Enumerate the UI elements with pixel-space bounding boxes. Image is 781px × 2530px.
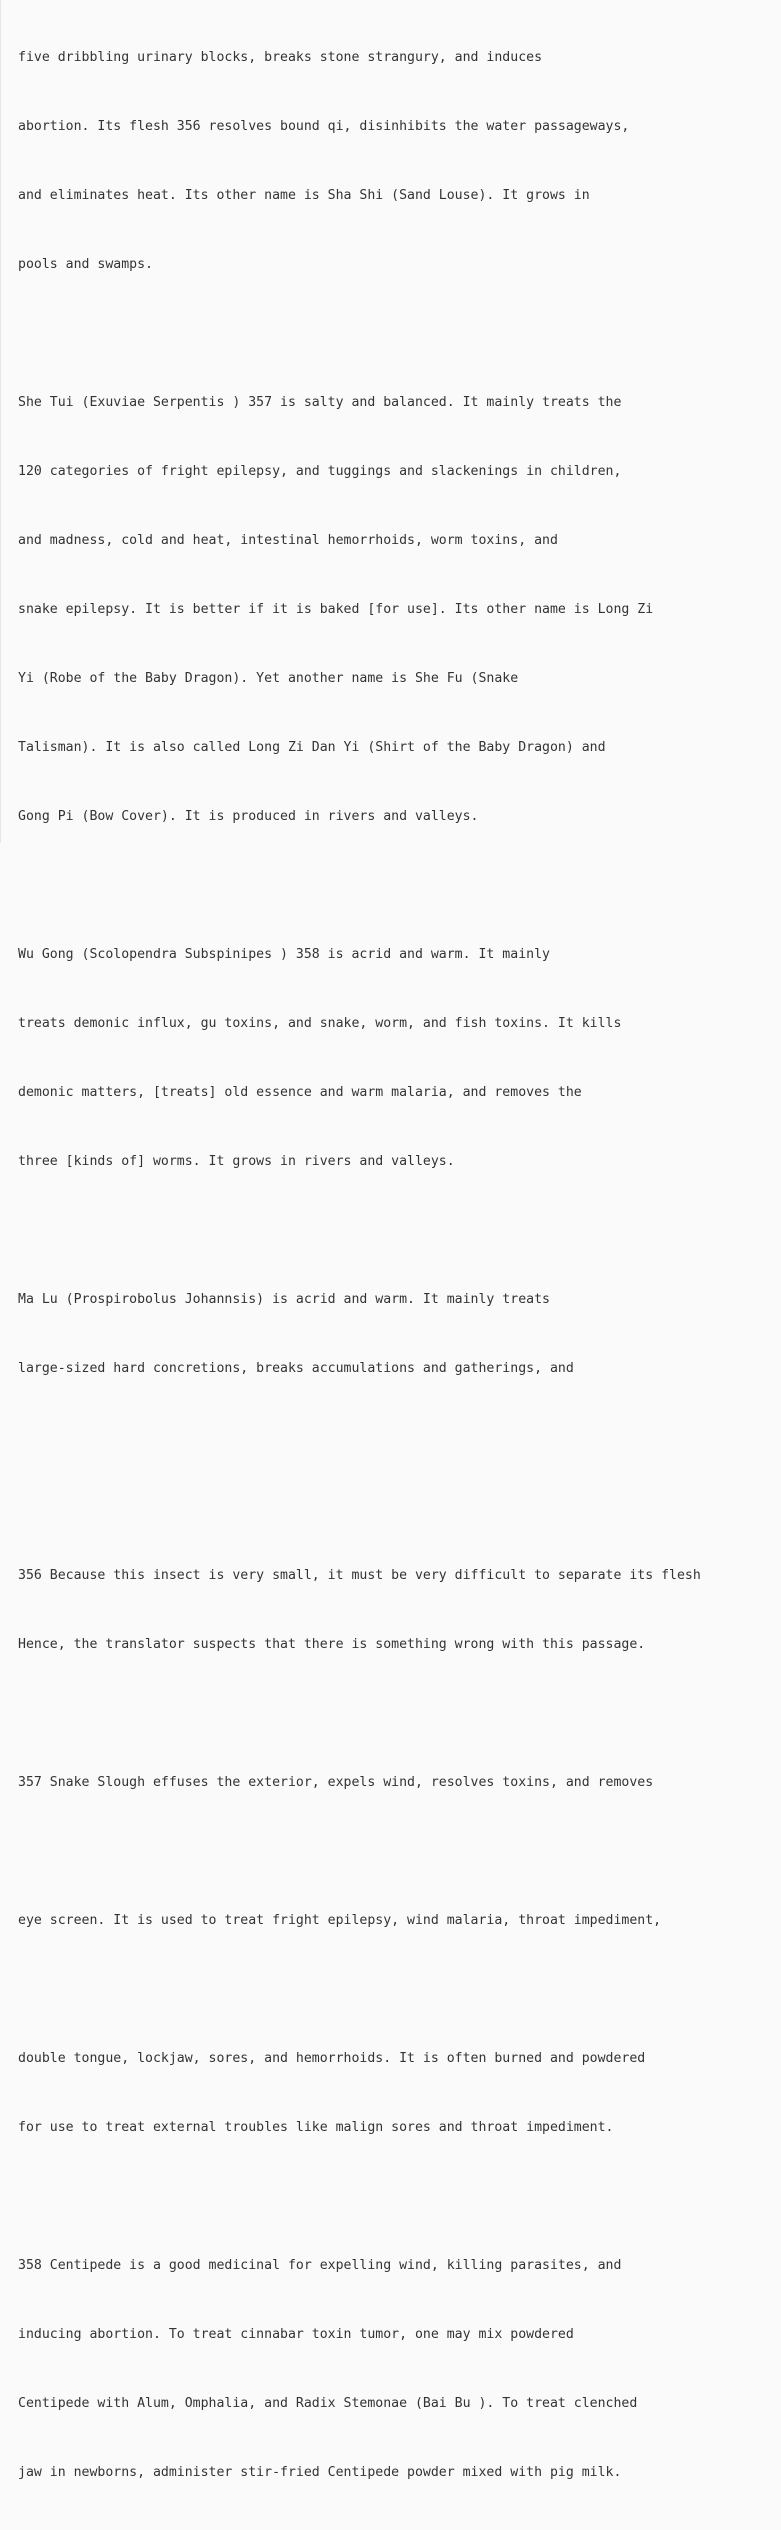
footnote-line: Centipede with Alum, Omphalia, and Radix Stemonae (Bai Bu ). To treat clenched [18, 2396, 638, 2411]
footnote-line: inducing abortion. To treat cinnabar toxin tumor, one may mix powdered [18, 2327, 574, 2342]
text-line: Talisman). It is also called Long Zi Dan Yi (Shirt of the Baby Dragon) and [18, 740, 606, 755]
footnote-line: 358 Centipede is a good medicinal for expelling wind, killing parasites, and [18, 2258, 622, 2273]
footnote-line: jaw in newborns, administer stir-fried Centipede powder mixed with pig milk. [18, 2465, 622, 2480]
blank-line [18, 1840, 781, 1863]
blank-line [18, 1495, 781, 1518]
footnote-line: for use to treat external troubles like malign sores and throat impediment. [18, 2120, 614, 2135]
text-line: abortion. Its flesh 356 resolves bound qi, disinhibits the water passageways, [18, 119, 630, 134]
text-line: Wu Gong (Scolopendra Subspinipes ) 358 is acrid and warm. It mainly [18, 947, 550, 962]
text-line: Gong Pi (Bow Cover). It is produced in rivers and valleys. [18, 809, 479, 824]
text-line: pools and swamps. [18, 257, 153, 272]
footnote-line: Hence, the translator suspects that there is something wrong with this passage. [18, 1637, 646, 1652]
text-line: large-sized hard concretions, breaks accumulations and gatherings, and [18, 1361, 574, 1376]
text-line: treats demonic influx, gu toxins, and snake, worm, and fish toxins. It kills [18, 1016, 622, 1031]
blank-line [18, 322, 781, 345]
footnote-line: 357 Snake Slough effuses the exterior, expels wind, resolves toxins, and removes [18, 1775, 654, 1790]
blank-line [18, 1426, 781, 1449]
blank-line [18, 1702, 781, 1725]
text-line: 120 categories of fright epilepsy, and tuggings and slackenings in children, [18, 464, 622, 479]
text-line: three [kinds of] worms. It grows in rivers and valleys. [18, 1154, 455, 1169]
blank-line [18, 1978, 781, 2001]
footnote-line: eye screen. It is used to treat fright epilepsy, wind malaria, throat impediment, [18, 1913, 662, 1928]
text-line: and eliminates heat. Its other name is Sha Shi (Sand Louse). It grows in [18, 188, 590, 203]
footnote-line: double tongue, lockjaw, sores, and hemorrhoids. It is often burned and powdered [18, 2051, 646, 2066]
text-line: Ma Lu (Prospirobolus Johannsis) is acrid and warm. It mainly treats [18, 1292, 550, 1307]
text-line: snake epilepsy. It is better if it is baked [for use]. Its other name is Long Zi [18, 602, 654, 617]
footnote-line: 356 Because this insect is very small, it must be very difficult to separate its flesh [18, 1568, 701, 1583]
text-line: Yi (Robe of the Baby Dragon). Yet another name is She Fu (Snake [18, 671, 519, 686]
document-text [18, 0, 781, 2530]
text-line: demonic matters, [treats] old essence and warm malaria, and removes the [18, 1085, 582, 1100]
text-line: and madness, cold and heat, intestinal hemorrhoids, worm toxins, and [18, 533, 558, 548]
blank-line [18, 1219, 781, 1242]
text-line: five dribbling urinary blocks, breaks stone strangury, and induces [18, 50, 543, 65]
blank-line [18, 2185, 781, 2208]
blank-line [18, 874, 781, 897]
text-line: She Tui (Exuviae Serpentis ) 357 is salty and balanced. It mainly treats the [18, 395, 622, 410]
